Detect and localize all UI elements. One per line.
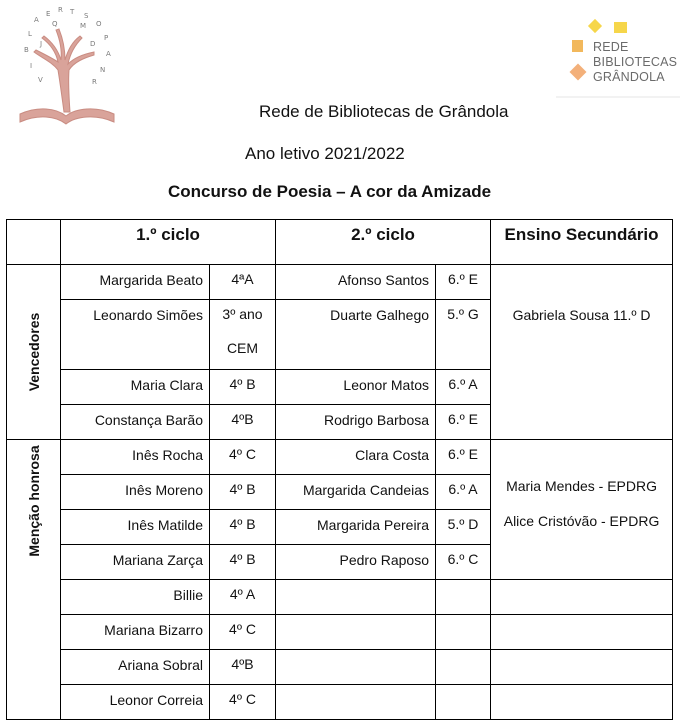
secondary-honor-2: Alice Cristóvão - EPDRG [503,513,660,529]
c2-class: 6.º C [436,545,491,580]
svg-text:T: T [70,8,75,16]
school-year: Ano letivo 2021/2022 [245,144,405,163]
c1-class: 4º B [210,510,276,545]
svg-text:V: V [38,76,43,84]
c1-name: Inês Matilde [61,510,210,545]
c1-class: 4º C [210,615,276,650]
svg-text:S: S [84,12,89,20]
c1-class: 4º B [210,475,276,510]
svg-text:N: N [100,66,106,74]
c1-name: Leonor Correia [61,685,210,720]
c2-name: Margarida Pereira [276,510,436,545]
c2-class [436,685,491,720]
c1-class: 4ªA [210,265,276,300]
svg-text:A: A [34,16,39,24]
table-row [7,615,673,650]
c2-class [436,650,491,685]
svg-text:L: L [28,30,32,38]
c2-name: Rodrigo Barbosa [276,405,436,440]
c1-name: Mariana Zarça [61,545,210,580]
col-header-2-ciclo: 2.º ciclo [276,220,491,265]
library-tree-logo [14,2,120,134]
c1-class: 4ºB [210,405,276,440]
c1-class-extra: CEM [226,340,259,356]
c1-class: 4ºB [210,650,276,685]
svg-text:E: E [46,10,51,18]
svg-text:Q: Q [52,20,58,28]
c2-name: Clara Costa [276,440,436,475]
c2-class: 6.º E [436,440,491,475]
table-row [7,265,673,300]
c2-class [436,615,491,650]
c2-class: 5.º D [436,510,491,545]
results-table [6,219,673,720]
corner-cell [7,220,61,265]
contest-title: Concurso de Poesia – A cor da Amizade [168,182,492,201]
logo-line-bibliotecas: BIBLIOTECAS [593,55,678,69]
table-row [7,650,673,685]
group-label-vencedores [7,265,61,440]
secondary-empty-cell [491,615,673,650]
c2-class: 6.º A [436,370,491,405]
c1-name: Ariana Sobral [61,650,210,685]
c1-class: 4º B [210,370,276,405]
secondary-empty-cell [491,650,673,685]
table-row [7,440,673,475]
c1-name: Inês Rocha [61,440,210,475]
group-label-text: Menção honrosa [25,445,42,557]
secondary-honors-cell [491,440,673,580]
svg-text:D: D [90,40,96,48]
table-row [7,580,673,615]
secondary-winner-cell [491,265,673,440]
c1-class-cell [210,300,276,370]
c2-name [276,650,436,685]
svg-text:P: P [104,34,109,42]
c1-name: Inês Moreno [61,475,210,510]
c1-name: Constança Barão [61,405,210,440]
secondary-honor-1: Maria Mendes - EPDRG [506,478,657,494]
c2-name: Leonor Matos [276,370,436,405]
c1-name: Margarida Beato [61,265,210,300]
c2-class: 6.º E [436,265,491,300]
c1-class: 4º C [210,685,276,720]
secondary-empty-cell [491,580,673,615]
c2-class: 6.º E [436,405,491,440]
header-row [7,220,673,265]
organization-title: Rede de Bibliotecas de Grândola [259,102,509,121]
c1-class: 3º ano [222,306,263,322]
svg-text:A: A [106,50,111,58]
c2-name [276,685,436,720]
c2-name: Pedro Raposo [276,545,436,580]
c2-class: 5.º G [436,300,491,370]
c1-name: Mariana Bizarro [61,615,210,650]
logo-line-grandola: GRÂNDOLA [593,70,665,84]
col-header-1-ciclo: 1.º ciclo [61,220,276,265]
group-label-text: Vencedores [25,312,42,392]
svg-text:R: R [58,6,63,14]
svg-text:O: O [96,20,102,28]
c2-class: 6.º A [436,475,491,510]
group-label-mencao-honrosa [7,440,61,720]
c1-name: Maria Clara [61,370,210,405]
c2-name: Duarte Galhego [276,300,436,370]
c2-name [276,615,436,650]
c2-name: Margarida Candeias [276,475,436,510]
table-row [7,685,673,720]
secondary-winner: Gabriela Sousa 11.º D [512,307,651,323]
c1-class: 4º B [210,545,276,580]
logo-line-rede: REDE [593,40,629,54]
c2-class [436,580,491,615]
svg-text:J: J [40,40,43,48]
c2-name: Afonso Santos [276,265,436,300]
col-header-secundario: Ensino Secundário [491,220,673,265]
c1-class: 4º C [210,440,276,475]
c2-name [276,580,436,615]
c1-class: 4º A [210,580,276,615]
rede-bibliotecas-logo [556,18,680,98]
svg-text:B: B [24,46,29,54]
svg-text:I: I [30,62,33,70]
c1-name: Leonardo Simões [61,300,210,370]
secondary-empty-cell [491,685,673,720]
svg-text:M: M [80,22,87,30]
c1-name: Billie [61,580,210,615]
logo-wordmark [593,40,677,85]
svg-text:R: R [92,78,97,86]
